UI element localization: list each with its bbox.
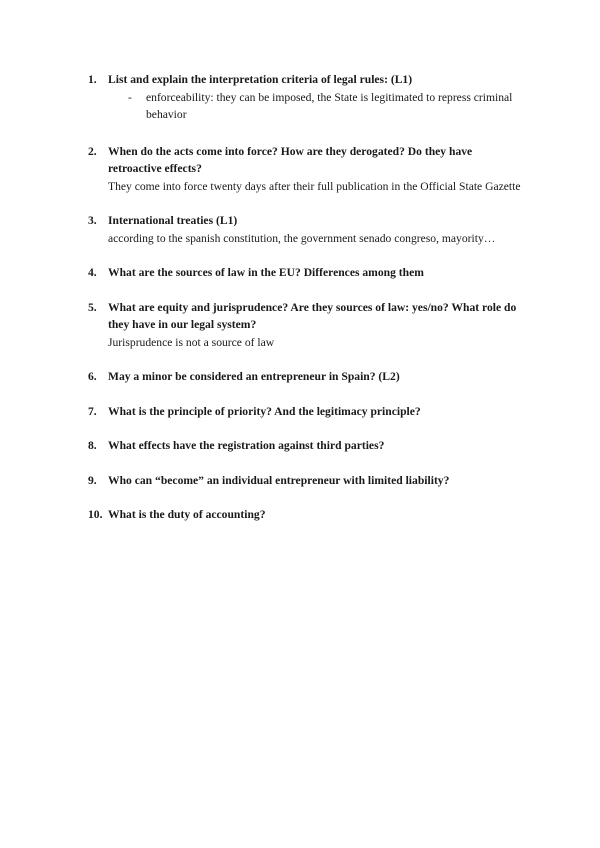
question-2 <box>88 143 528 196</box>
question-9 <box>88 472 528 490</box>
question-text: What are the sources of law in the EU? Differences among them <box>108 266 424 279</box>
bullet-marker: - <box>128 90 132 104</box>
question-text: List and explain the interpretation criteria of legal rules: (L1) <box>108 73 413 86</box>
question-number: 1. <box>88 73 97 86</box>
bullet-item <box>108 89 528 124</box>
question-10 <box>88 506 528 524</box>
question-number: 7. <box>88 404 97 418</box>
question-7 <box>88 403 528 421</box>
question-6 <box>88 368 528 386</box>
answer-text: according to the spanish constitution, the government senado congreso, mayority… <box>108 231 496 245</box>
question-number: 4. <box>88 266 97 279</box>
question-text: May a minor be considered an entrepreneur in Spain? (L2) <box>108 370 400 383</box>
question-number: 5. <box>88 300 97 314</box>
question-5 <box>88 299 528 352</box>
question-number: 8. <box>88 439 97 452</box>
answer-text: Jurisprudence is not a source of law <box>108 335 275 349</box>
question-text: Who can “become” an individual entrepreneur with limited liability? <box>108 473 450 487</box>
question-text: What are equity and jurisprudence? Are they sources of law: yes/no? What role do they have in our legal system? <box>108 300 517 331</box>
question-text: What is the duty of accounting? <box>108 508 266 521</box>
question-3 <box>88 212 528 247</box>
question-8 <box>88 437 528 455</box>
question-number: 10. <box>88 508 103 521</box>
question-number: 6. <box>88 370 97 383</box>
question-1 <box>88 71 528 124</box>
question-number: 2. <box>88 144 97 158</box>
question-list <box>88 71 528 524</box>
question-number: 3. <box>88 214 97 227</box>
question-number: 9. <box>88 473 97 487</box>
question-text: International treaties (L1) <box>108 214 238 227</box>
question-4 <box>88 264 528 282</box>
question-text: What is the principle of priority? And the legitimacy principle? <box>108 404 421 418</box>
answer-text: They come into force twenty days after their full publication in the Official State Gazette <box>108 179 521 193</box>
question-text: What effects have the registration against third parties? <box>108 439 385 452</box>
question-text: When do the acts come into force? How are they derogated? Do they have retroactive effects? <box>108 144 473 175</box>
bullet-text: enforceability: they can be imposed, the State is legitimated to repress criminal behavior <box>146 90 513 121</box>
